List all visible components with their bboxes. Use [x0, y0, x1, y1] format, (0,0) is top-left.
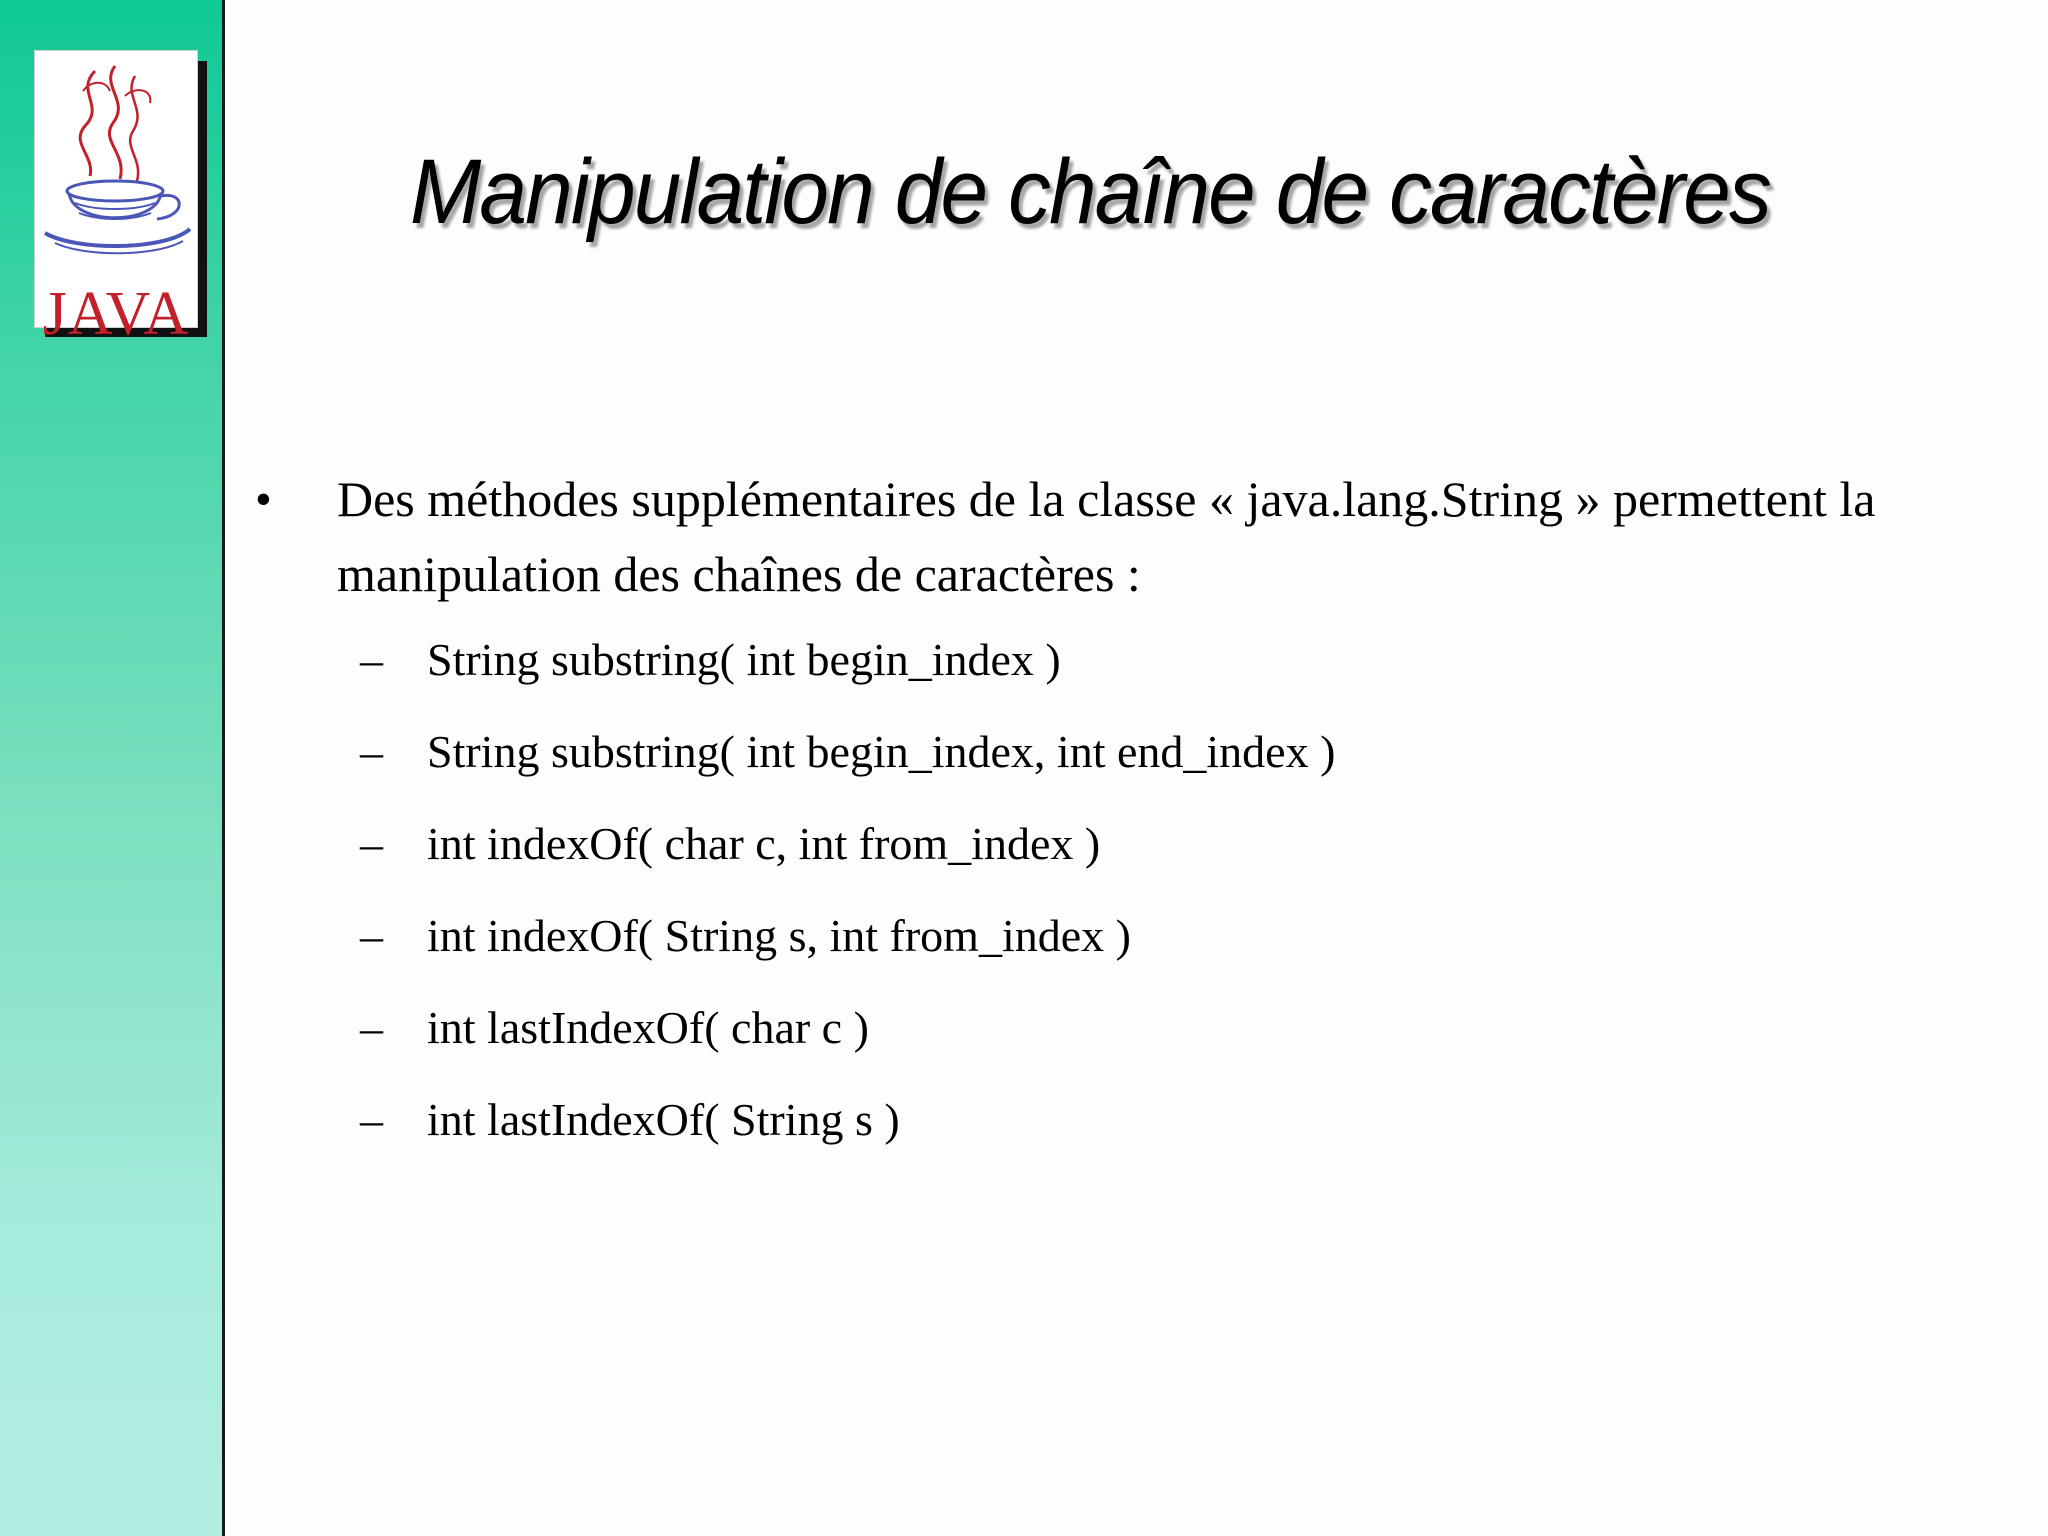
method-item	[360, 716, 1860, 808]
slide-title: Manipulation de chaîne de caractères	[410, 141, 1770, 243]
bullet-marker: •	[255, 473, 272, 526]
dash-marker: –	[360, 726, 383, 777]
method-text: int indexOf( String s, int from_index )	[427, 910, 1131, 961]
method-item	[360, 900, 1860, 992]
method-text: int lastIndexOf( String s )	[427, 1094, 900, 1145]
bullet-text: Des méthodes supplémentaires de la classe « java.lang.String » permettent la manipulation des chaînes de caractères :	[337, 471, 1876, 602]
method-text: int indexOf( char c, int from_index )	[427, 818, 1101, 869]
method-list	[360, 624, 1860, 1176]
dash-marker: –	[360, 1094, 383, 1145]
dash-marker: –	[360, 1002, 383, 1053]
method-item	[360, 808, 1860, 900]
sidebar	[0, 0, 225, 1536]
method-text: String substring( int begin_index, int end_index )	[427, 726, 1336, 777]
method-text: String substring( int begin_index )	[427, 634, 1061, 685]
method-item	[360, 1084, 1860, 1176]
method-text: int lastIndexOf( char c )	[427, 1002, 869, 1053]
logo-text: JAVA	[42, 280, 190, 348]
dash-marker: –	[360, 818, 383, 869]
dash-marker: –	[360, 910, 383, 961]
method-item	[360, 992, 1860, 1084]
java-logo	[34, 50, 198, 348]
dash-marker: –	[360, 634, 383, 685]
method-item	[360, 624, 1860, 716]
